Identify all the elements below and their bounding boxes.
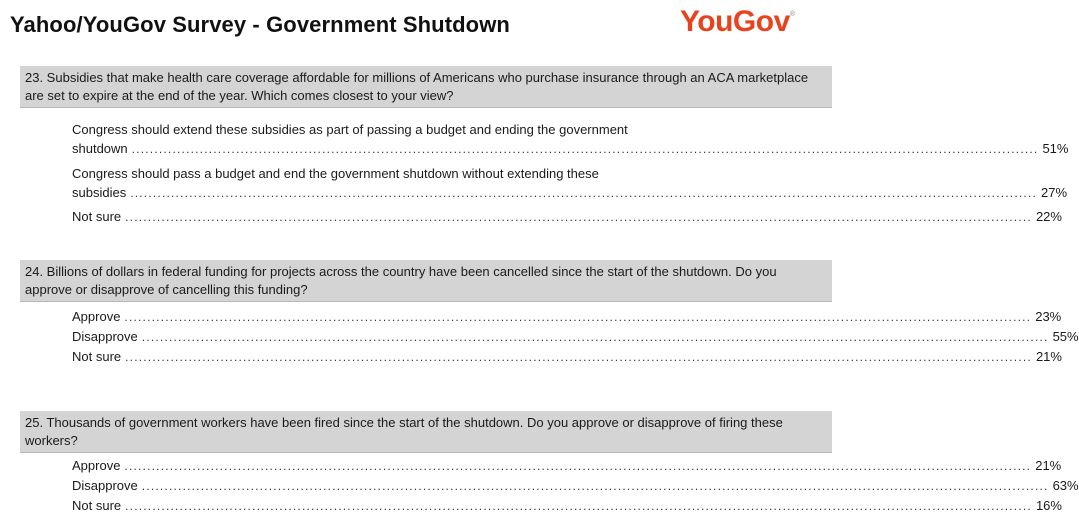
answer-value: 51% xyxy=(1042,141,1069,156)
answer-label: Disapprove xyxy=(72,329,138,344)
answer-row xyxy=(72,456,1062,476)
leader-dots: ........................................................................................................................................................................................................ xyxy=(124,459,1032,473)
answer-label: Approve xyxy=(72,309,121,324)
answer-label: Approve xyxy=(72,458,121,473)
leader-dots: ........................................................................................................................................................................................................ xyxy=(130,186,1037,200)
leader-dots: ........................................................................................................................................................................................................ xyxy=(131,142,1039,156)
answer-label: subsidies xyxy=(72,185,127,200)
yougov-logo xyxy=(680,5,794,39)
answer-value: 27% xyxy=(1041,185,1068,200)
answer-row xyxy=(72,307,1062,327)
logo-text: YouGov xyxy=(680,5,790,38)
answer-label-line1: Congress should extend these subsidies as part of passing a budget and ending the government xyxy=(72,122,628,137)
leader-dots: ........................................................................................................................................................................................................ xyxy=(141,479,1049,493)
leader-dots: ........................................................................................................................................................................................................ xyxy=(125,350,1032,364)
answer-label: Not sure xyxy=(72,498,122,513)
answer-row xyxy=(72,496,1062,516)
answer-row xyxy=(72,327,1079,347)
answer-row xyxy=(72,347,1062,367)
answer-value: 63% xyxy=(1052,478,1079,493)
answer-value: 23% xyxy=(1035,309,1062,324)
leader-dots: ........................................................................................................................................................................................................ xyxy=(125,499,1032,513)
answer-label: Not sure xyxy=(72,349,122,364)
leader-dots: ........................................................................................................................................................................................................ xyxy=(125,210,1032,224)
answers-24 xyxy=(72,307,1079,367)
question-25: 25. Thousands of government workers have been fired since the start of the shutdown. Do you approve or disapprove of firing these workers? xyxy=(20,411,832,453)
page-title: Yahoo/YouGov Survey - Government Shutdown xyxy=(10,12,510,37)
question-24: 24. Billions of dollars in federal funding for projects across the country have been cancelled since the start of the shutdown. Do you approve or disapprove of cancelling this funding? xyxy=(20,260,832,302)
answer-row xyxy=(72,183,1068,203)
answers-23 xyxy=(72,120,1069,227)
answer-row xyxy=(72,139,1069,159)
registered-mark: ® xyxy=(789,11,795,18)
answer-row xyxy=(72,207,1062,227)
answer-value: 22% xyxy=(1035,209,1062,224)
answer-label-line1: Congress should pass a budget and end the government shutdown without extending these xyxy=(72,166,599,181)
leader-dots: ........................................................................................................................................................................................................ xyxy=(141,330,1049,344)
leader-dots: ........................................................................................................................................................................................................ xyxy=(124,310,1032,324)
answer-value: 21% xyxy=(1035,458,1062,473)
answer-label: Not sure xyxy=(72,209,122,224)
answer-row xyxy=(72,476,1079,496)
answer-value: 55% xyxy=(1052,329,1079,344)
answers-25 xyxy=(72,456,1079,516)
answer-label: shutdown xyxy=(72,141,128,156)
answer-label: Disapprove xyxy=(72,478,138,493)
answer-value: 21% xyxy=(1035,349,1062,364)
answer-value: 16% xyxy=(1035,498,1062,513)
question-23: 23. Subsidies that make health care coverage affordable for millions of Americans who purchase insurance through an ACA marketplace are set to expire at the end of the year. Which comes closest to your view? xyxy=(20,66,832,108)
